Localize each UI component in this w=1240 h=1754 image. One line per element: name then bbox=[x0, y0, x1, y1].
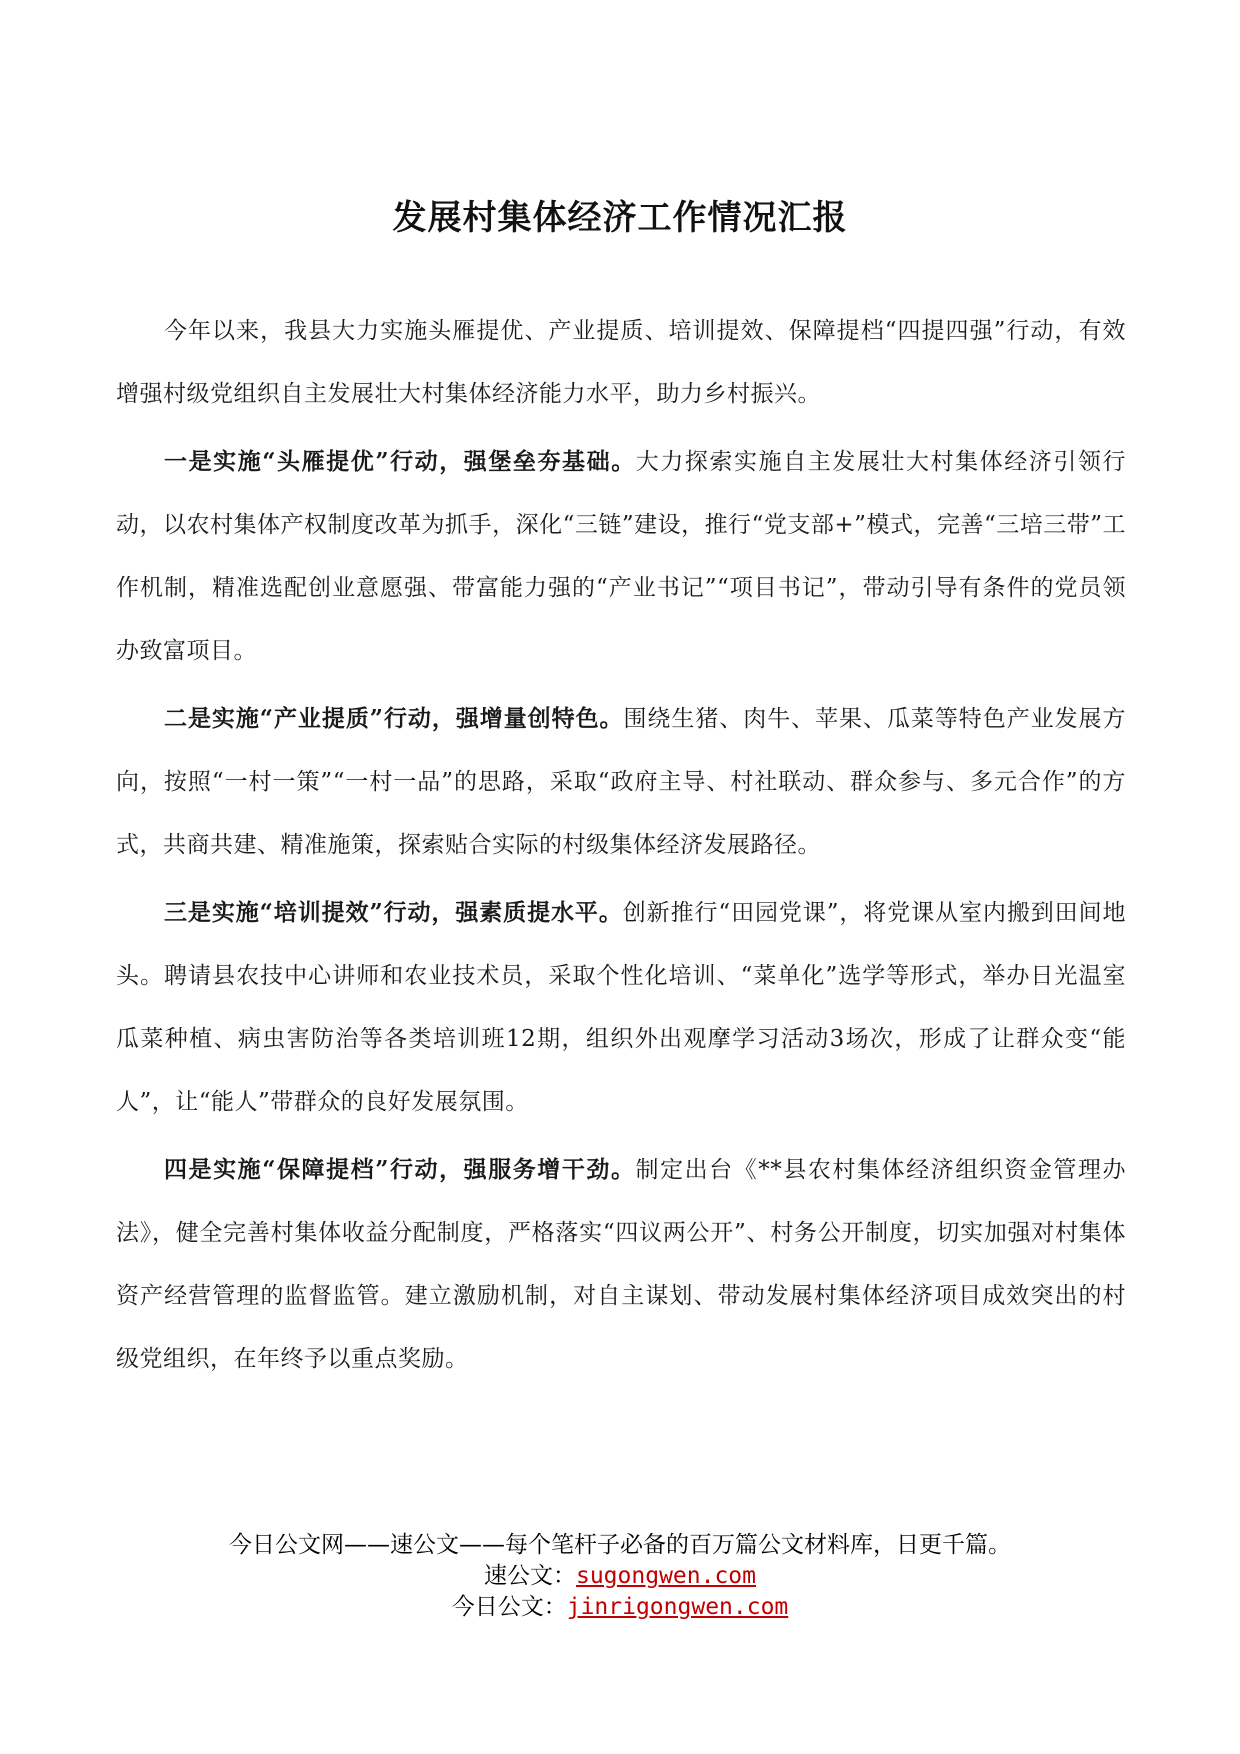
footer-link-row-2 bbox=[0, 1592, 1240, 1623]
section-text-2: 围绕生猪、肉牛、苹果、瓜菜等特色产业发展方向，按照“一村一策”“一村一品”的思路，采取“政府主导、村社联动、群众参与、多元合作”的方式，共商共建、精准施策，探索贴合实际的村级集体经济发展路径。 bbox=[116, 706, 1127, 858]
sugongwen-link[interactable]: sugongwen.com bbox=[575, 1563, 756, 1589]
section-lead-1: 一是实施“头雁提优”行动，强堡垒夯基础。 bbox=[164, 448, 636, 475]
section-paragraph-3 bbox=[116, 881, 1126, 1134]
section-text-3: 创新推行“田园党课”，将党课从室内搬到田间地头。聘请县农技中心讲师和农业技术员，采取个性化培训、“菜单化”选学等形式，举办日光温室瓜菜种植、病虫害防治等各类培训班12期，组织外出观摩学习活动3场次，形成了让群众变“能人”，让“能人”带群众的良好发展氛围。 bbox=[116, 900, 1126, 1115]
section-paragraph-2 bbox=[116, 687, 1126, 877]
section-paragraph-4 bbox=[116, 1138, 1126, 1391]
footer-label-1: 速公文： bbox=[483, 1563, 576, 1589]
document-body bbox=[116, 300, 1126, 1395]
jinrigongwen-link[interactable]: jinrigongwen.com bbox=[566, 1594, 789, 1620]
footer-tagline: 今日公文网——速公文——每个笔杆子必备的百万篇公文材料库，日更千篇。 bbox=[229, 1532, 1011, 1558]
section-lead-2: 二是实施“产业提质”行动，强增量创特色。 bbox=[164, 705, 624, 732]
footer-promo bbox=[0, 1530, 1240, 1623]
intro-paragraph: 今年以来，我县大力实施头雁提优、产业提质、培训提效、保障提档“四提四强”行动，有效增强村级党组织自主发展壮大村集体经济能力水平，助力乡村振兴。 bbox=[116, 318, 1126, 407]
footer-link-row-1 bbox=[0, 1561, 1240, 1592]
section-lead-3: 三是实施“培训提效”行动，强素质提水平。 bbox=[164, 899, 623, 926]
document-title: 发展村集体经济工作情况汇报 bbox=[392, 198, 848, 238]
section-paragraph-1 bbox=[116, 430, 1126, 683]
section-lead-4: 四是实施“保障提档”行动，强服务增干劲。 bbox=[164, 1156, 636, 1183]
section-text-4: 制定出台《**县农村集体经济组织资金管理办法》，健全完善村集体收益分配制度，严格落实“四议两公开”、村务公开制度，切实加强对村集体资产经营管理的监督监管。建立激励机制，对自主谋划、带动发展村集体经济项目成效突出的村级党组织，在年终予以重点奖励。 bbox=[116, 1157, 1127, 1372]
footer-label-2: 今日公文： bbox=[451, 1594, 567, 1620]
section-text-1: 大力探索实施自主发展壮大村集体经济引领行动，以农村集体产权制度改革为抓手，深化“三链”建设，推行“党支部+”模式，完善“三培三带”工作机制，精准选配创业意愿强、带富能力强的“产业书记”“项目书记”，带动引导有条件的党员领办致富项目。 bbox=[116, 449, 1126, 664]
